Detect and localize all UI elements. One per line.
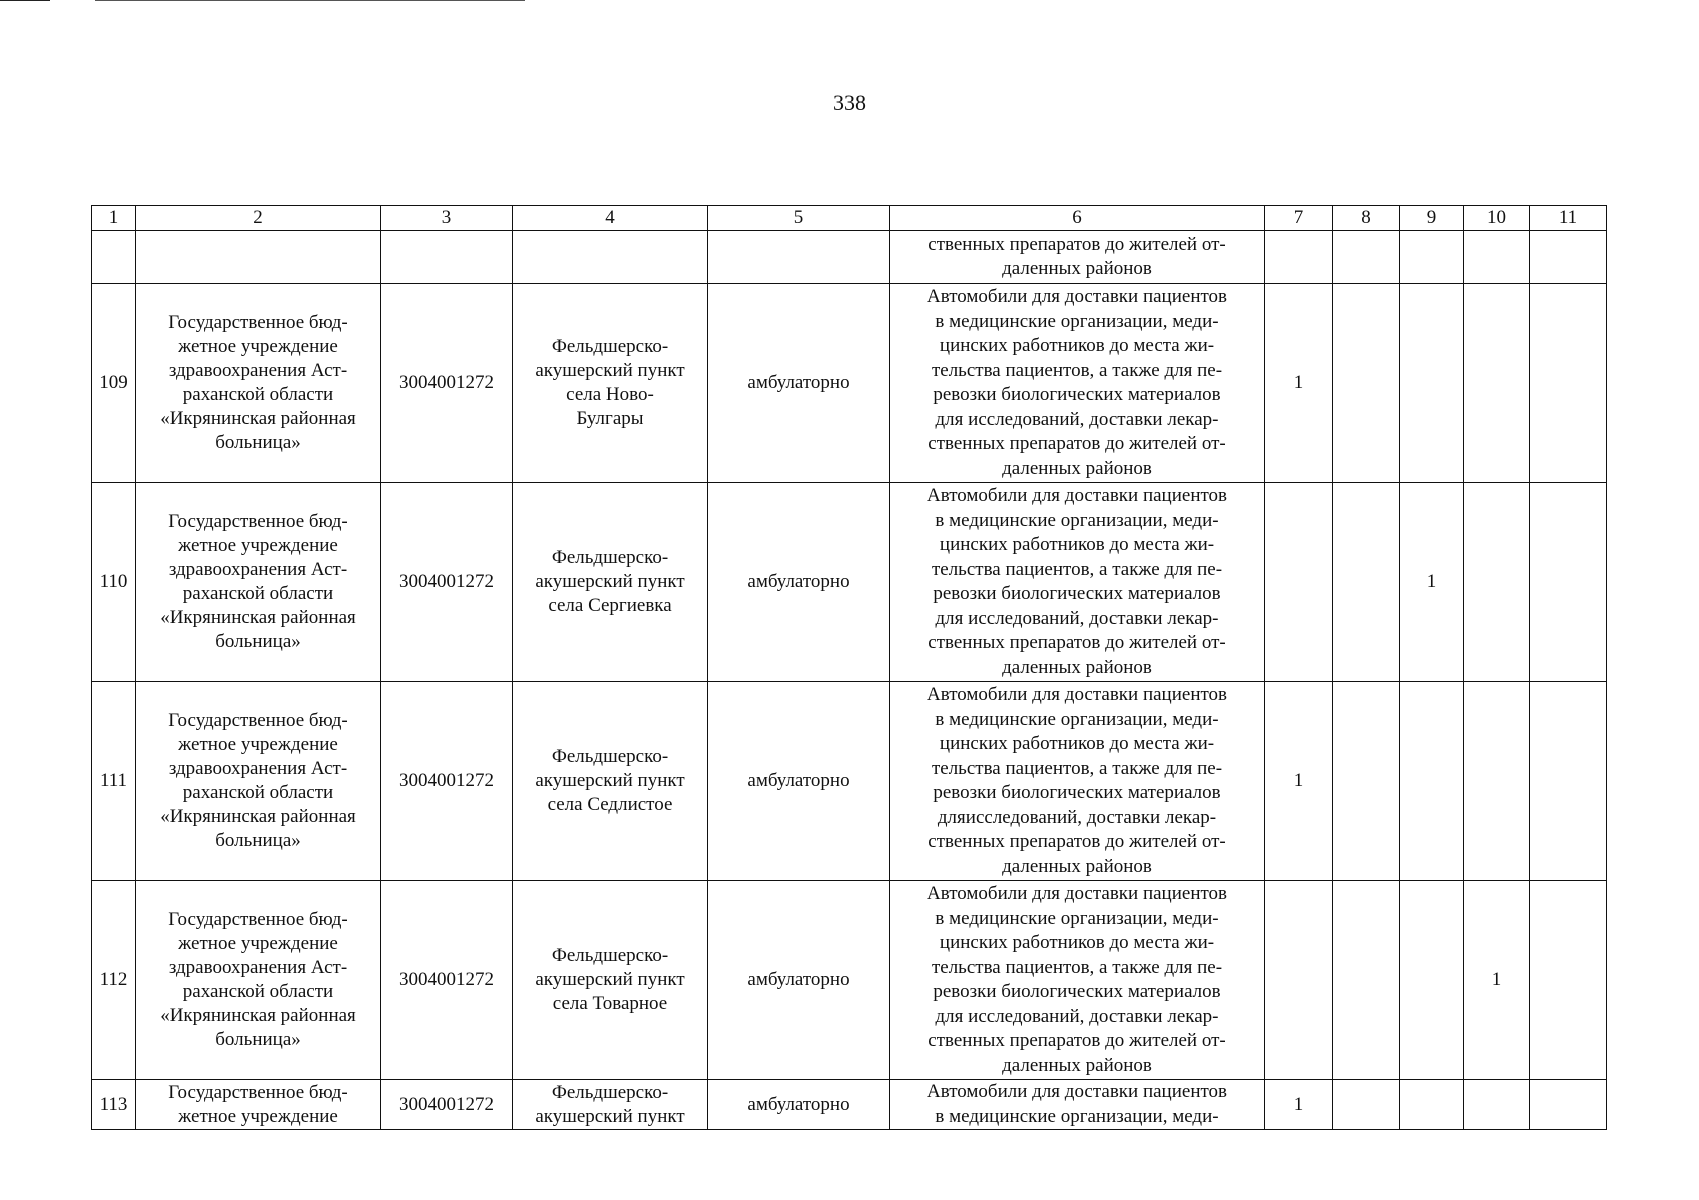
column-header: 2	[136, 206, 381, 231]
table-row	[92, 1080, 1607, 1130]
organization-cell: Государственное бюд- жетное учреждение здравоохранения Аст- раханской области «Икрянинская районная больница»	[136, 881, 381, 1080]
care-mode-cell: амбулаторно	[708, 1080, 890, 1130]
table-cell	[136, 231, 381, 284]
scan-edge-line	[0, 0, 50, 1]
count-cell	[1530, 881, 1607, 1080]
column-header: 11	[1530, 206, 1607, 231]
table-row	[92, 881, 1607, 1080]
description-cell: Автомобили для доставки пациентов в медицинские организации, меди-	[890, 1080, 1265, 1130]
facility-cell: Фельдшерско- акушерский пункт села Сергиевка	[513, 483, 708, 682]
column-header: 3	[381, 206, 513, 231]
description-cell: Автомобили для доставки пациентов в медицинские организации, меди- цинских работников до места жи- тельства пациентов, а также для пе- ревозки биологических материалов для исследований, доставки лекар- ственных препаратов до жителей от- даленных районов	[890, 881, 1265, 1080]
count-cell	[1530, 284, 1607, 483]
facility-cell: Фельдшерско- акушерский пункт села Товарное	[513, 881, 708, 1080]
count-cell: 1	[1265, 682, 1333, 881]
count-cell	[1400, 284, 1464, 483]
care-mode-cell: амбулаторно	[708, 483, 890, 682]
column-header: 7	[1265, 206, 1333, 231]
scan-edge-line	[95, 0, 525, 1]
facility-cell: Фельдшерско- акушерский пункт села Седлистое	[513, 682, 708, 881]
count-cell	[1464, 284, 1530, 483]
count-cell	[1530, 1080, 1607, 1130]
table-cell	[92, 231, 136, 284]
column-header: 4	[513, 206, 708, 231]
column-header: 9	[1400, 206, 1464, 231]
count-cell	[1333, 1080, 1400, 1130]
count-cell	[1265, 483, 1333, 682]
column-header: 10	[1464, 206, 1530, 231]
count-cell	[1530, 483, 1607, 682]
continuation-row	[92, 231, 1607, 284]
count-cell	[1265, 881, 1333, 1080]
description-cell: Автомобили для доставки пациентов в медицинские организации, меди- цинских работников до места жи- тельства пациентов, а также для пе- ревозки биологических материалов дляисследований, доставки лекар- ственных препаратов до жителей от- даленных районов	[890, 682, 1265, 881]
table-row	[92, 682, 1607, 881]
column-header: 8	[1333, 206, 1400, 231]
table-row	[92, 483, 1607, 682]
facilities-table	[91, 205, 1607, 1130]
row-number: 110	[92, 483, 136, 682]
count-cell: 1	[1265, 1080, 1333, 1130]
inn-cell: 3004001272	[381, 284, 513, 483]
facility-cell: Фельдшерско- акушерский пункт села Ново- Булгары	[513, 284, 708, 483]
inn-cell: 3004001272	[381, 483, 513, 682]
count-cell	[1333, 881, 1400, 1080]
care-mode-cell: амбулаторно	[708, 284, 890, 483]
table-row	[92, 284, 1607, 483]
count-cell	[1333, 483, 1400, 682]
facility-cell: Фельдшерско- акушерский пункт	[513, 1080, 708, 1130]
count-cell: 1	[1400, 483, 1464, 682]
inn-cell: 3004001272	[381, 881, 513, 1080]
row-number: 112	[92, 881, 136, 1080]
description-cell: Автомобили для доставки пациентов в медицинские организации, меди- цинских работников до места жи- тельства пациентов, а также для пе- ревозки биологических материалов для исследований, доставки лекар- ственных препаратов до жителей от- даленных районов	[890, 284, 1265, 483]
count-cell	[1464, 682, 1530, 881]
count-cell	[1400, 682, 1464, 881]
count-cell	[1464, 483, 1530, 682]
description-cell: ственных препаратов до жителей от- даленных районов	[890, 231, 1265, 284]
table-cell	[1333, 231, 1400, 284]
count-cell	[1333, 284, 1400, 483]
column-header: 6	[890, 206, 1265, 231]
column-header: 1	[92, 206, 136, 231]
table-cell	[1400, 231, 1464, 284]
care-mode-cell: амбулаторно	[708, 881, 890, 1080]
row-number: 113	[92, 1080, 136, 1130]
organization-cell: Государственное бюд- жетное учреждение	[136, 1080, 381, 1130]
organization-cell: Государственное бюд- жетное учреждение здравоохранения Аст- раханской области «Икрянинская районная больница»	[136, 483, 381, 682]
table-cell	[1265, 231, 1333, 284]
inn-cell: 3004001272	[381, 1080, 513, 1130]
count-cell	[1333, 682, 1400, 881]
table-cell	[1464, 231, 1530, 284]
table-cell	[1530, 231, 1607, 284]
column-header: 5	[708, 206, 890, 231]
organization-cell: Государственное бюд- жетное учреждение здравоохранения Аст- раханской области «Икрянинская районная больница»	[136, 284, 381, 483]
count-cell: 1	[1464, 881, 1530, 1080]
table-cell	[513, 231, 708, 284]
care-mode-cell: амбулаторно	[708, 682, 890, 881]
count-cell	[1464, 1080, 1530, 1130]
row-number: 111	[92, 682, 136, 881]
inn-cell: 3004001272	[381, 682, 513, 881]
count-cell	[1400, 1080, 1464, 1130]
table-cell	[381, 231, 513, 284]
count-cell	[1400, 881, 1464, 1080]
column-number-row	[92, 206, 1607, 231]
count-cell	[1530, 682, 1607, 881]
table-cell	[708, 231, 890, 284]
row-number: 109	[92, 284, 136, 483]
organization-cell: Государственное бюд- жетное учреждение здравоохранения Аст- раханской области «Икрянинская районная больница»	[136, 682, 381, 881]
page-number: 338	[833, 90, 866, 115]
description-cell: Автомобили для доставки пациентов в медицинские организации, меди- цинских работников до места жи- тельства пациентов, а также для пе- ревозки биологических материалов для исследований, доставки лекар- ственных препаратов до жителей от- даленных районов	[890, 483, 1265, 682]
count-cell: 1	[1265, 284, 1333, 483]
